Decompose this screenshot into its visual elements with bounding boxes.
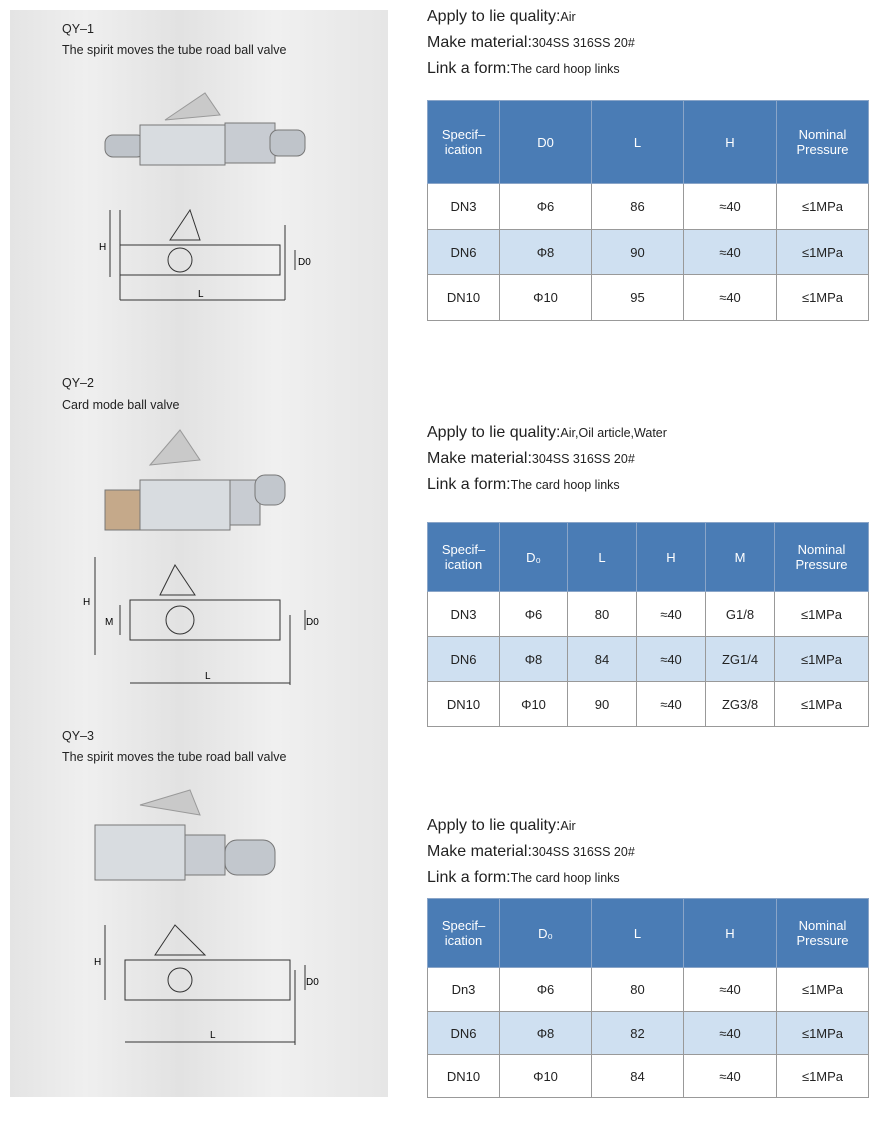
dim-label-d0: D0 <box>298 257 311 268</box>
spec-label: Apply to lie quality: <box>427 8 561 25</box>
spec-label: Link a form: <box>427 476 511 493</box>
spec-table <box>427 898 869 1098</box>
table-cell: ≈40 <box>637 592 706 637</box>
table-cell: DN6 <box>428 1012 500 1055</box>
table-row <box>428 1055 869 1098</box>
column-header: D₀ <box>500 523 568 592</box>
table-cell: ≈40 <box>637 637 706 682</box>
spec-medium <box>427 817 576 835</box>
dim-label-h: H <box>99 242 107 253</box>
column-header: Specif– ication <box>428 101 500 184</box>
product-code: QY–3 <box>62 729 94 743</box>
dim-label-h: H <box>83 597 91 608</box>
table-cell: 84 <box>592 1055 684 1098</box>
table-row <box>428 230 869 275</box>
table-cell: DN6 <box>428 230 500 275</box>
column-header: D0 <box>500 101 592 184</box>
table-cell: ≈40 <box>637 682 706 727</box>
table-cell: ≤1MPa <box>775 637 869 682</box>
spec-value: Air,Oil article,Water <box>560 426 667 440</box>
spec-value: The card hoop links <box>510 478 620 492</box>
table-row <box>428 637 869 682</box>
spec-medium <box>427 424 667 442</box>
spec-label: Make material: <box>427 450 532 467</box>
table-cell: 80 <box>568 592 637 637</box>
product-code: QY–1 <box>62 22 94 36</box>
dimension-drawing <box>80 555 319 690</box>
table-cell: DN10 <box>428 682 500 727</box>
valve-photo <box>100 425 330 535</box>
table-cell: G1/8 <box>706 592 775 637</box>
table-cell: ≤1MPa <box>775 592 869 637</box>
spec-material <box>427 34 635 52</box>
table-cell: ≈40 <box>684 275 777 321</box>
column-header: Specif– ication <box>428 523 500 592</box>
table-cell: ≤1MPa <box>777 968 869 1012</box>
spec-table <box>427 522 869 727</box>
table-cell: ≤1MPa <box>777 1055 869 1098</box>
table-row <box>428 275 869 321</box>
spec-label: Make material: <box>427 34 532 51</box>
dim-label-l: L <box>198 289 204 300</box>
table-cell: Dn3 <box>428 968 500 1012</box>
table-cell: DN10 <box>428 1055 500 1098</box>
table-cell: 95 <box>592 275 684 321</box>
table-cell: Φ6 <box>500 592 568 637</box>
table-cell: ≤1MPa <box>777 230 869 275</box>
spec-material <box>427 843 635 861</box>
spec-medium <box>427 8 576 26</box>
column-header: D₀ <box>500 899 592 968</box>
column-header: Nominal Pressure <box>777 899 869 968</box>
table-cell: ≈40 <box>684 1055 777 1098</box>
table-cell: DN6 <box>428 637 500 682</box>
spec-value: The card hoop links <box>510 62 620 76</box>
spec-value: Air <box>560 10 576 24</box>
table-cell: ≈40 <box>684 968 777 1012</box>
table-cell: Φ6 <box>500 968 592 1012</box>
spec-value: Air <box>560 819 576 833</box>
table-cell: DN10 <box>428 275 500 321</box>
table-cell: 90 <box>592 230 684 275</box>
table-cell: ≤1MPa <box>777 184 869 230</box>
spec-link <box>427 60 620 78</box>
column-header: L <box>592 899 684 968</box>
table-cell: ≈40 <box>684 184 777 230</box>
spec-material <box>427 450 635 468</box>
dim-label-h: H <box>94 957 102 968</box>
table-cell: Φ6 <box>500 184 592 230</box>
table-row <box>428 592 869 637</box>
column-header: H <box>684 101 777 184</box>
spec-label: Link a form: <box>427 869 511 886</box>
dim-label-d0: D0 <box>306 617 319 628</box>
table-cell: ≤1MPa <box>777 275 869 321</box>
table-cell: 86 <box>592 184 684 230</box>
spec-label: Link a form: <box>427 60 511 77</box>
table-row <box>428 682 869 727</box>
table-cell: DN3 <box>428 592 500 637</box>
dimension-drawing <box>95 205 315 315</box>
column-header: Nominal Pressure <box>777 101 869 184</box>
table-cell: Φ8 <box>500 1012 592 1055</box>
spec-value: 304SS 316SS 20# <box>531 845 635 859</box>
product-name: Card mode ball valve <box>62 398 180 412</box>
dim-label-l: L <box>210 1030 216 1041</box>
valve-photo <box>95 85 325 185</box>
spec-value: 304SS 316SS 20# <box>531 452 635 466</box>
dim-label-l: L <box>205 671 211 682</box>
spec-value: The card hoop links <box>510 871 620 885</box>
valve-photo <box>90 785 320 895</box>
column-header: L <box>568 523 637 592</box>
table-cell: Φ10 <box>500 275 592 321</box>
column-header: Specif– ication <box>428 899 500 968</box>
dimension-drawing <box>90 920 320 1050</box>
table-row <box>428 1012 869 1055</box>
column-header: H <box>684 899 777 968</box>
table-row <box>428 968 869 1012</box>
table-cell: Φ10 <box>500 1055 592 1098</box>
table-cell: 90 <box>568 682 637 727</box>
dim-label-d0: D0 <box>306 977 319 988</box>
column-header: M <box>706 523 775 592</box>
column-header: L <box>592 101 684 184</box>
product-name: The spirit moves the tube road ball valve <box>62 43 287 57</box>
spec-label: Apply to lie quality: <box>427 817 561 834</box>
table-cell: DN3 <box>428 184 500 230</box>
spec-link <box>427 476 620 494</box>
column-header: H <box>637 523 706 592</box>
table-cell: Φ8 <box>500 637 568 682</box>
spec-table <box>427 100 869 321</box>
table-cell: ≈40 <box>684 1012 777 1055</box>
product-code: QY–2 <box>62 376 94 390</box>
spec-label: Apply to lie quality: <box>427 424 561 441</box>
table-cell: ≤1MPa <box>777 1012 869 1055</box>
table-cell: Φ10 <box>500 682 568 727</box>
table-cell: 82 <box>592 1012 684 1055</box>
table-cell: ZG3/8 <box>706 682 775 727</box>
column-header: Nominal Pressure <box>775 523 869 592</box>
table-cell: ZG1/4 <box>706 637 775 682</box>
table-cell: 84 <box>568 637 637 682</box>
product-name: The spirit moves the tube road ball valve <box>62 750 287 764</box>
table-cell: ≤1MPa <box>775 682 869 727</box>
table-cell: 80 <box>592 968 684 1012</box>
table-row <box>428 184 869 230</box>
spec-link <box>427 869 620 887</box>
spec-value: 304SS 316SS 20# <box>531 36 635 50</box>
spec-label: Make material: <box>427 843 532 860</box>
table-cell: Φ8 <box>500 230 592 275</box>
table-cell: ≈40 <box>684 230 777 275</box>
dim-label-m: M <box>105 617 114 628</box>
